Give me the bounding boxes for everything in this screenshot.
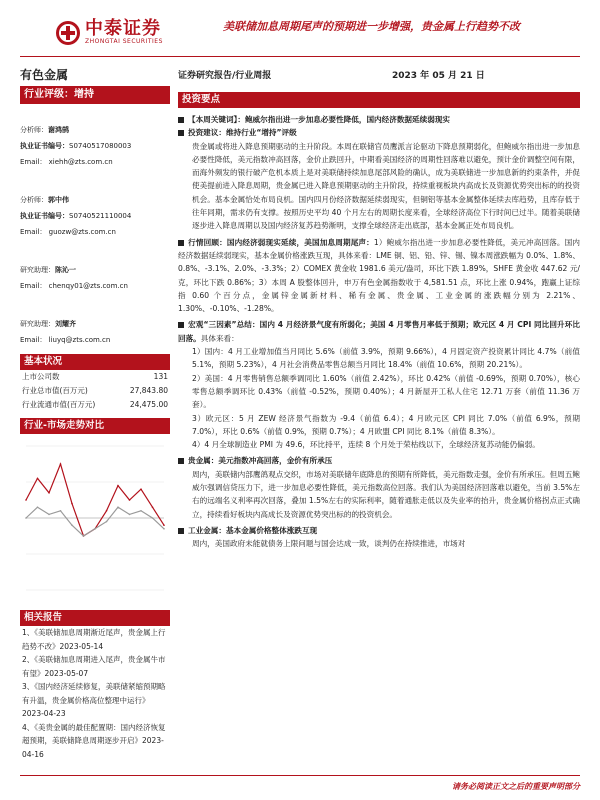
chart-point [60,510,62,512]
chart-point [117,506,119,508]
industrial-metals-body: 周内，美国政府未能就债务上限问题与国会达成一致，谈判仍在持续推进，市场对 [192,539,466,549]
precious-metals-heading: 贵金属：美元指数冲高回落，金价有所承压 [178,454,580,467]
square-bullet-icon [178,130,184,136]
stat-value: 24,475.00 [129,400,168,409]
chart-point [48,492,50,494]
logo-icon [56,21,80,45]
stat-label: 行业总市值(百万元) [22,386,88,395]
left-sidebar [20,86,170,761]
market-review: 行情回顾：国内经济弱现实延续，美国加息周期尾声：1）鲍威尔指出进一步加息必要性降低，美元冲高回落。国内经济数据延续弱现实，基本金属价格涨跌互现，具体来看：LME 铜、铝、铅、锌、锡、镍本周涨跌幅为 0.0%、1.8%、0.8%、-3.1%、2.0%、-3.3%；2）COMEX 黄金收 1981.6 美元/盎司，环比下跌 1.89%，SHFE 黄金收 447.62 元/克，环比下跌 0.86%；3）本周 A 股整体回升，申万有色金属指数收于 4,581.51 点，环比上涨 0.94%，跑赢上证综指 0.60 个百分点，金属锌金属新材料、稀有金属、贵金属、工业金属的涨跌幅分别为 2.21%、1.30%、-0.10%、-1.28%。 [178,237,580,314]
chart-point [152,506,154,508]
chart-point [140,510,142,512]
related-report-link[interactable]: 2、《美联储加息周期进入尾声，贵金属牛市有望》2023-05-07 [22,655,166,678]
chart-point [25,517,27,519]
chart-point [37,478,39,480]
chart-point [71,524,73,526]
trend-chart [20,436,170,604]
assistant-name: 刘耀齐 [55,320,76,328]
square-bullet-icon [178,117,184,123]
chart-point [37,506,39,508]
chart-point [48,514,50,516]
chart-point [83,535,85,537]
investment-advice-heading: 投资建议：维持行业“增持”评级 [178,126,580,139]
investment-advice-body: 贵金属或将进入降息预期驱动的主升阶段。本周在联储官员鹰派言论驱动下降息预期弱化，但鲍威尔指出进一步加息必要性降低，美元指数冲高回落，金价止跌回升，中期看美国经济的周期性回落难以避免，预计金价调整空间有限，而海外频发的银行破产危机本质上是对美联储持续加息尾部风险的确认，成为美联储进一步加息新的约束条件，并促使美提前进入降息周期，贵金属已进入降息预期驱动的主升阶段，持续重视板块内高成长及资源优势突出标的的投资机会。基本金属恰处布局良机。国内四月份经济数据延续弱现实，但铜铝等基本金属整体延续去库趋势，且库存低于往年同期，需求仍有支撑。按照历史平均 40 个月左右的周期长度来看，全球经济高位下行时间已过半。随着美联储逐步进入降息周期以及国内经济复苏趋势渐明，支撑全球经济走出底部，基本金属正处布局良机。 [192,141,580,231]
stat-label: 行业流通市值(百万元) [22,400,96,409]
assistant-role: 研究助理： [20,320,55,328]
weekly-keyword: 【本周关键词】：鲍威尔指出进一步加息必要性降低，国内经济数据延续弱现实 [178,113,580,126]
stat-row [20,384,170,398]
company-logo [56,20,163,45]
analyst-role: 分析师： [20,126,48,134]
macro-item: 4）4 月全球制造业 PMI 为 49.6，环比持平，连续 8 个月处于荣枯线以下，全球经济复苏动能仍偏弱。 [192,440,540,450]
analyst-name: 郭中伟 [48,196,69,204]
analyst-email[interactable]: Email： xiehh@zts.com.cn [20,158,113,166]
chart-series-line-0 [26,464,164,536]
chart-point [129,499,131,501]
cert-label: 执业证书编号： [20,212,69,220]
industry-rating: 行业评级：增持 [20,86,170,104]
assistant-name: 陈沁一 [55,266,76,274]
stat-label: 上市公司数 [22,372,60,381]
chart-point [152,517,154,519]
square-bullet-icon [178,528,184,534]
main-content [178,92,580,551]
chart-point [129,514,131,516]
basic-info-title: 基本状况 [20,354,170,370]
industrial-metals-heading: 工业金属：基本金属价格整体涨跌互现 [178,524,580,537]
chart-point [163,528,165,530]
square-bullet-icon [178,458,184,464]
cert-number: S0740521110004 [69,212,132,220]
assistant-email[interactable]: Email： liuyq@zts.com.cn [20,336,111,344]
macro-item: 2）美国：4 月零售销售总额季调同比 1.60%（前值 2.42%），环比 0.42%（前值 -0.69%，预期 0.70%），核心零售总额季调环比 0.43%（前值 -0.52%，预期 0.40%）；4 月新屋开工私人住宅 12.71 万套（前值 11.36 万套）。 [192,373,580,410]
related-report-link[interactable]: 1、《美联储加息周期渐近尾声，贵金属上行趋势不改》2023-05-14 [22,628,166,651]
basic-stats [20,370,170,412]
chart-point [117,485,119,487]
macro-summary: 宏观“三因素”总结：国内 4 月经济景气度有所弱化；美国 4 月零售月率低于预期；欧元区 4 月 CPI 同比回升环比回落。具体来看： [178,320,580,343]
chart-point [94,528,96,530]
square-bullet-icon [178,322,184,328]
stat-row [20,370,170,384]
macro-item: 3）欧元区：5 月 ZEW 经济景气指数为 -9.4（前值 6.4）；4 月欧元区 CPI 同比 7.0%（前值 6.9%，预期 7.0%），环比 0.6%（前值 0.9%，预期 0.7%）；4 月欧盟 CPI 同比 8.1%（前值 8.3%）。 [192,413,580,436]
stat-row [20,398,170,412]
chart-point [71,503,73,505]
trend-title: 行业-市场走势对比 [20,418,170,434]
chart-point [140,488,142,490]
precious-metals-body: 周内，美联储内部鹰鸽观点交织，市场对美联储年底降息的预期有所降低，美元指数走强，金价有所承压。但周五鲍威尔强调信贷压力下，进一步加息必要性降低，美元指数高位回落。我们认为美国经济回落难以避免，当前 3.5%左右的远端名义利率再次回落，叠加 1.5%左右的实际利率，随着通胀走低以及失业率的抬升，贵金属价格拐点正式确立，持续看好板块内高成长及资源优势突出标的的投资机会。 [192,469,580,519]
report-headline: 美联储加息周期尾声的预期进一步增强，贵金属上行趋势不改 [223,20,520,33]
chart-point [163,524,165,526]
trend-chart-svg [20,436,170,604]
report-date: 2023 年 05 月 21 日 [392,71,485,81]
disclaimer-note: 请务必阅读正文之后的重要声明部分 [452,782,580,791]
chart-point [106,510,108,512]
logo-english-name: ZHONGTAI SECURITIES [85,38,163,45]
assistant-role: 研究助理： [20,266,55,274]
related-reports-list [20,626,170,761]
investment-highlights-title: 投资要点 [178,92,580,108]
chart-point [25,499,27,501]
stat-value: 131 [153,372,168,381]
cert-label: 执业证书编号： [20,142,69,150]
logo-chinese-name: 中泰证券 [85,18,161,39]
related-reports-title: 相关报告 [20,610,170,626]
square-bullet-icon [178,240,184,246]
analyst-email[interactable]: Email： guozw@zts.com.cn [20,228,116,236]
cert-number: S0740517080003 [69,142,132,150]
macro-item: 1）国内：4 月工业增加值当月同比 5.6%（前值 3.9%，预期 9.66%），4 月固定资产投资累计同比 4.7%（前值 5.1%，预期 5.23%），4 月社会消费品零售总额当月同比 18.4%（前值 10.6%，预期 20.21%）。 [192,347,580,370]
stat-value: 27,843.80 [129,386,168,395]
assistant-email[interactable]: Email： chenqy01@zts.com.cn [20,282,128,290]
sector-name: 有色金属 [20,68,69,82]
report-header [0,0,600,58]
analyst-name: 谢鸿鹄 [48,126,69,134]
chart-point [60,463,62,465]
header-divider [20,56,580,57]
related-report-link[interactable]: 4、《美贵金属的最佳配置期：国内经济恢复超预期，美联储降息周期逐步开启》2023-04-16 [22,722,166,759]
analyst-block [20,122,170,348]
related-report-link[interactable]: 3、《国内经济延续修复，美联储紧缩预期略有升温，贵金属价格高位整理中运行》2023-04-23 [22,682,166,718]
chart-point [106,521,108,523]
chart-series-line-1 [26,507,164,536]
analyst-role: 分析师： [20,196,48,204]
report-type: 证券研究报告/行业周报 [178,71,272,81]
footer-divider [20,775,580,776]
